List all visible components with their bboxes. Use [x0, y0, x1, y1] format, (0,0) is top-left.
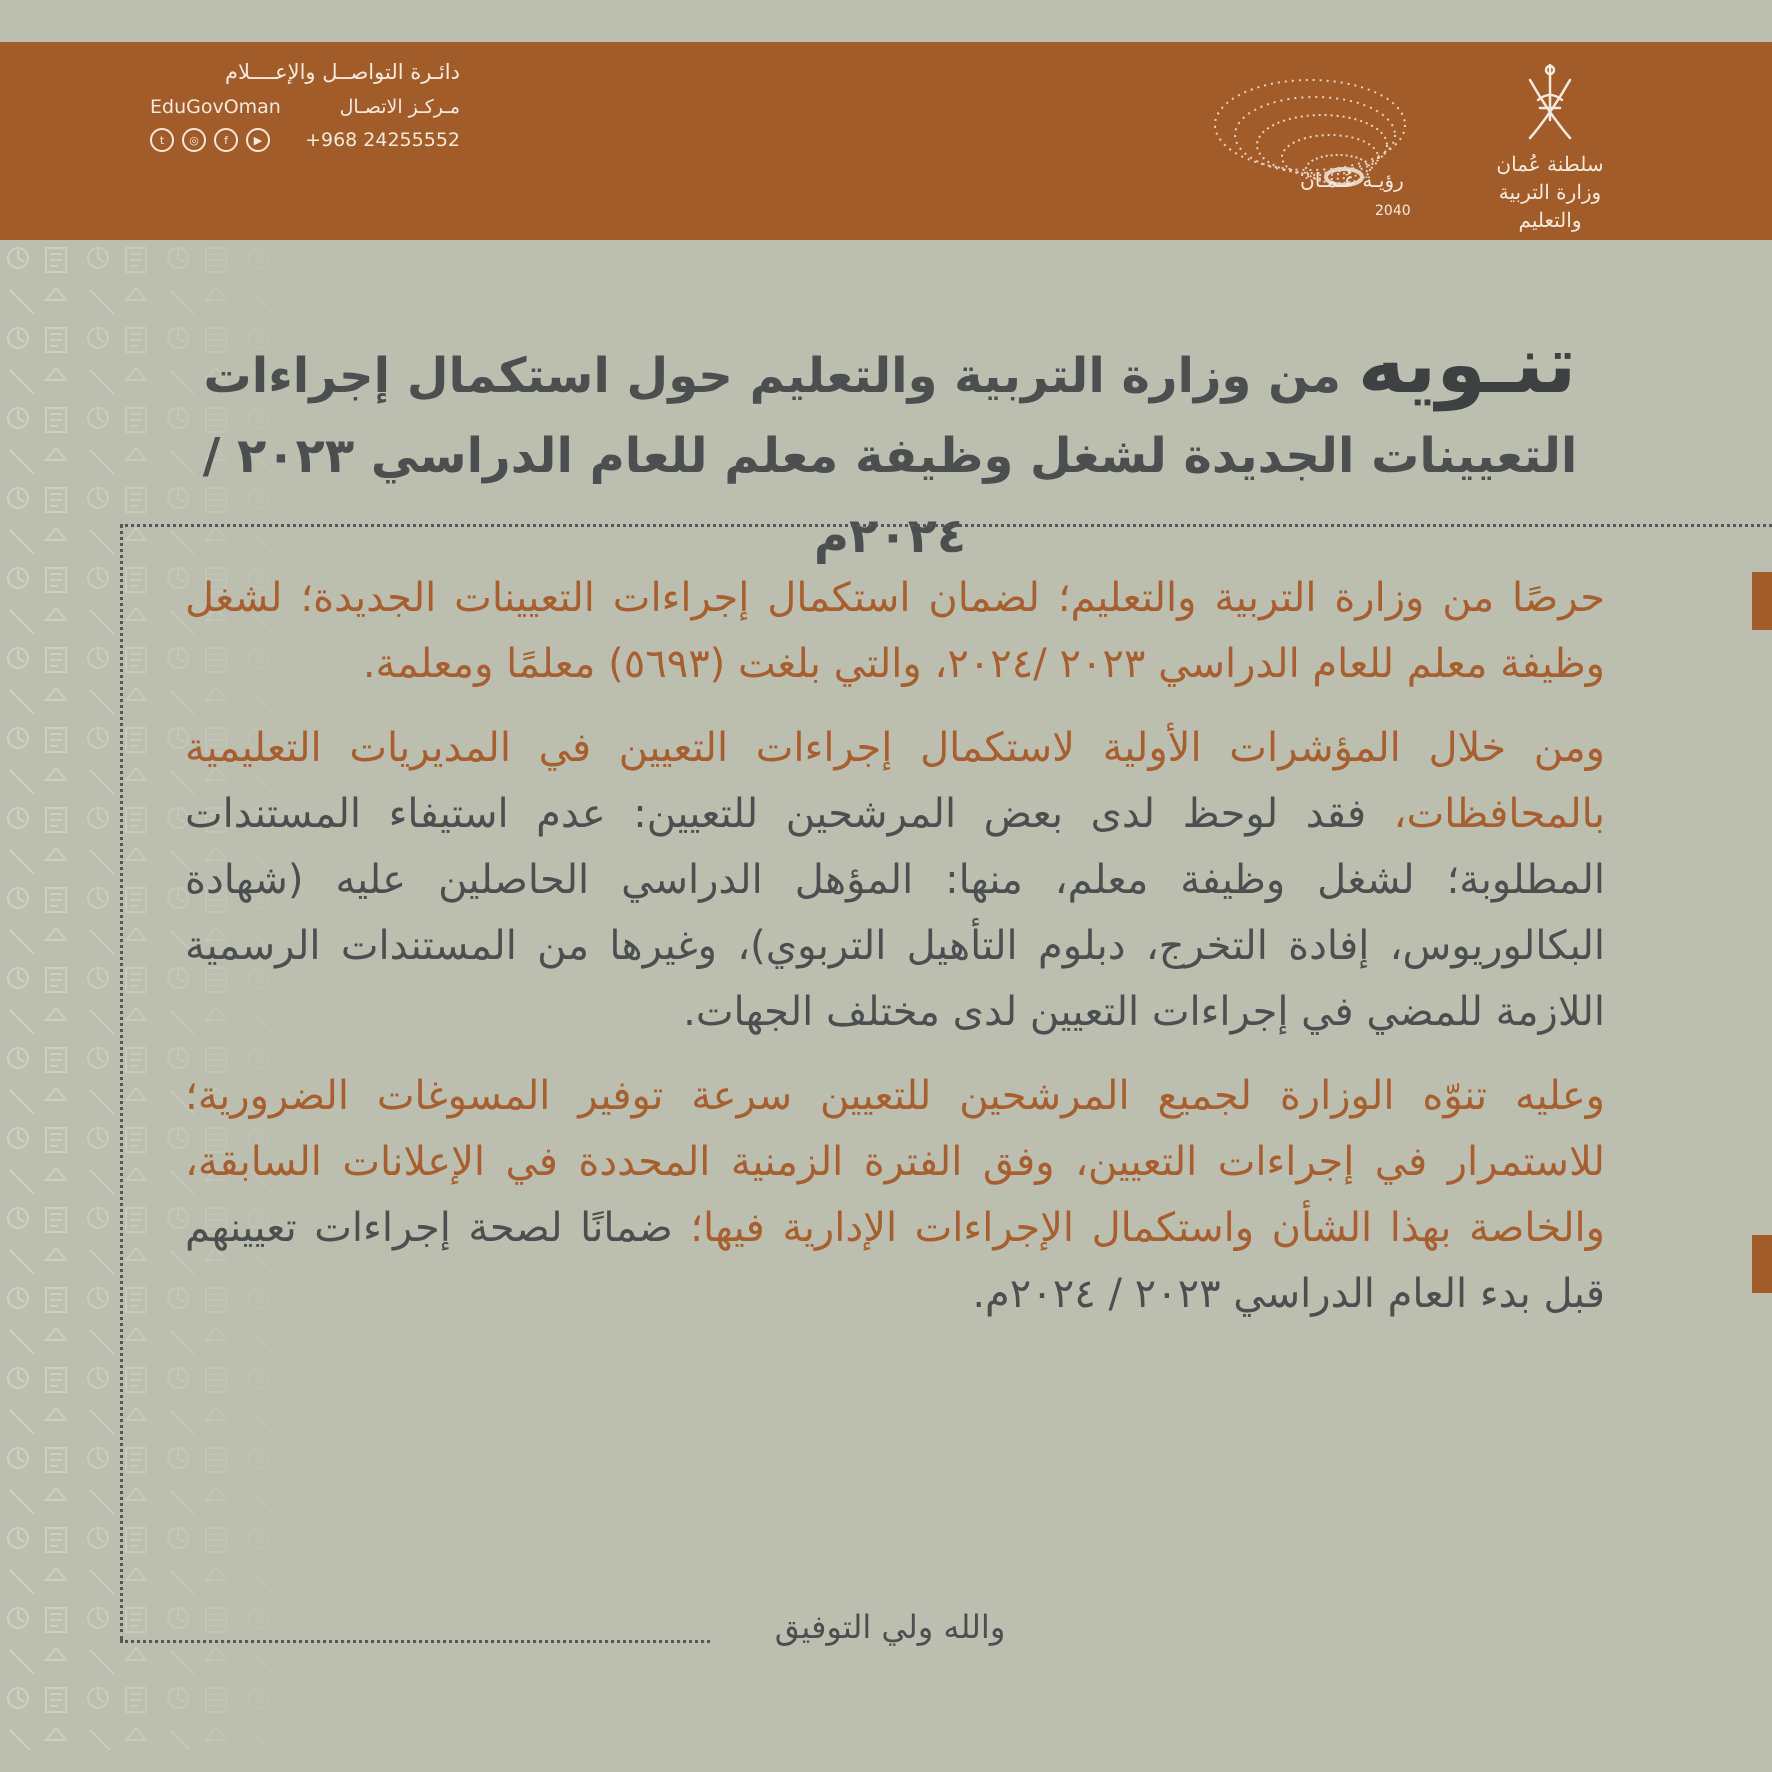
facebook-icon[interactable]: f [214, 128, 238, 152]
ministry-name [1470, 150, 1630, 234]
youtube-icon[interactable]: ▶ [246, 128, 270, 152]
contact-block [150, 60, 460, 162]
paragraph-1: حرصًا من وزارة التربية والتعليم؛ لضمان استكمال إجراءات التعيينات الجديدة؛ لشغل وظيفة معلم للعام الدراسي ٢٠٢٣ /٢٠٢٤، والتي بلغت (٥٦٩٣) معلمًا ومعلمة. [185, 575, 1605, 687]
title-line1 [130, 318, 1650, 416]
oman-vision-2040-logo [1210, 65, 1430, 225]
call-center-label: مـركـز الاتصـال [339, 96, 460, 118]
closing-line: والله ولي التوفيق [774, 1608, 1006, 1646]
page-title [130, 318, 1650, 576]
frame-left-border [120, 524, 123, 1640]
frame-bottom-border [120, 1640, 710, 1643]
ministry-emblem-icon [1520, 60, 1580, 150]
frame-top-border [120, 524, 1772, 527]
paragraph-marker [1752, 1235, 1772, 1293]
paragraph-3-highlight: وعليه تنوّه الوزارة لجميع المرشحين للتعيين سرعة توفير المسوغات الضرورية؛ للاستمرار في إجراءات التعيين، وفق الفترة الزمنية المحددة في الإعلانات السابقة، والخاصة بهذا الشأن واستكمال الإجراءات الإدارية فيها؛ [185, 1073, 1605, 1251]
social-icons [150, 128, 270, 152]
paragraph-2 [185, 715, 1605, 1045]
department-name: دائـرة التواصــل والإعــــلام [224, 60, 460, 84]
social-handle[interactable]: EduGovOman [150, 96, 281, 118]
phone-number[interactable]: +968 24255552 [305, 129, 460, 151]
paragraph-3-text: ضمانًا لصحة إجراءات تعيينهم قبل بدء العام الدراسي ٢٠٢٣ / ٢٠٢٤م. [185, 1205, 1605, 1317]
ministry-line1: سلطنة عُمان [1496, 152, 1604, 176]
title-line1-rest: من وزارة التربية والتعليم حول استكمال إجراءات [203, 348, 1358, 404]
paragraph-2-text: فقد لوحظ لدى بعض المرشحين للتعيين: عدم استيفاء المستندات المطلوبة؛ لشغل وظيفة معلم، منها: المؤهل الدراسي الحاصلين عليه (شهادة البكالوريوس، إفادة التخرج، دبلوم التأهيل التربوي)، وغيرها من المستندات الرسمية اللازمة للمضي في إجراءات التعيين لدى مختلف الجهات. [185, 791, 1605, 1035]
vision-label: رؤيـة عُـمـان [1300, 168, 1404, 192]
paragraph-3 [185, 1063, 1605, 1327]
instagram-icon[interactable]: ◎ [182, 128, 206, 152]
paragraph-marker [1752, 572, 1772, 630]
title-highlight: تنـويه [1357, 318, 1577, 411]
twitter-icon[interactable]: t [150, 128, 174, 152]
title-line2: التعيينات الجديدة لشغل وظيفة معلم للعام الدراسي ٢٠٢٣ / ٢٠٢٤م [202, 428, 1578, 564]
ministry-line2: وزارة التربية والتعليم [1498, 180, 1602, 232]
paragraph-2-highlight: ومن خلال المؤشرات الأولية لاستكمال إجراءات التعيين في المديريات التعليمية بالمحافظات، [185, 725, 1605, 837]
vision-year: 2040 [1375, 203, 1411, 219]
announcement-body [185, 565, 1605, 1345]
